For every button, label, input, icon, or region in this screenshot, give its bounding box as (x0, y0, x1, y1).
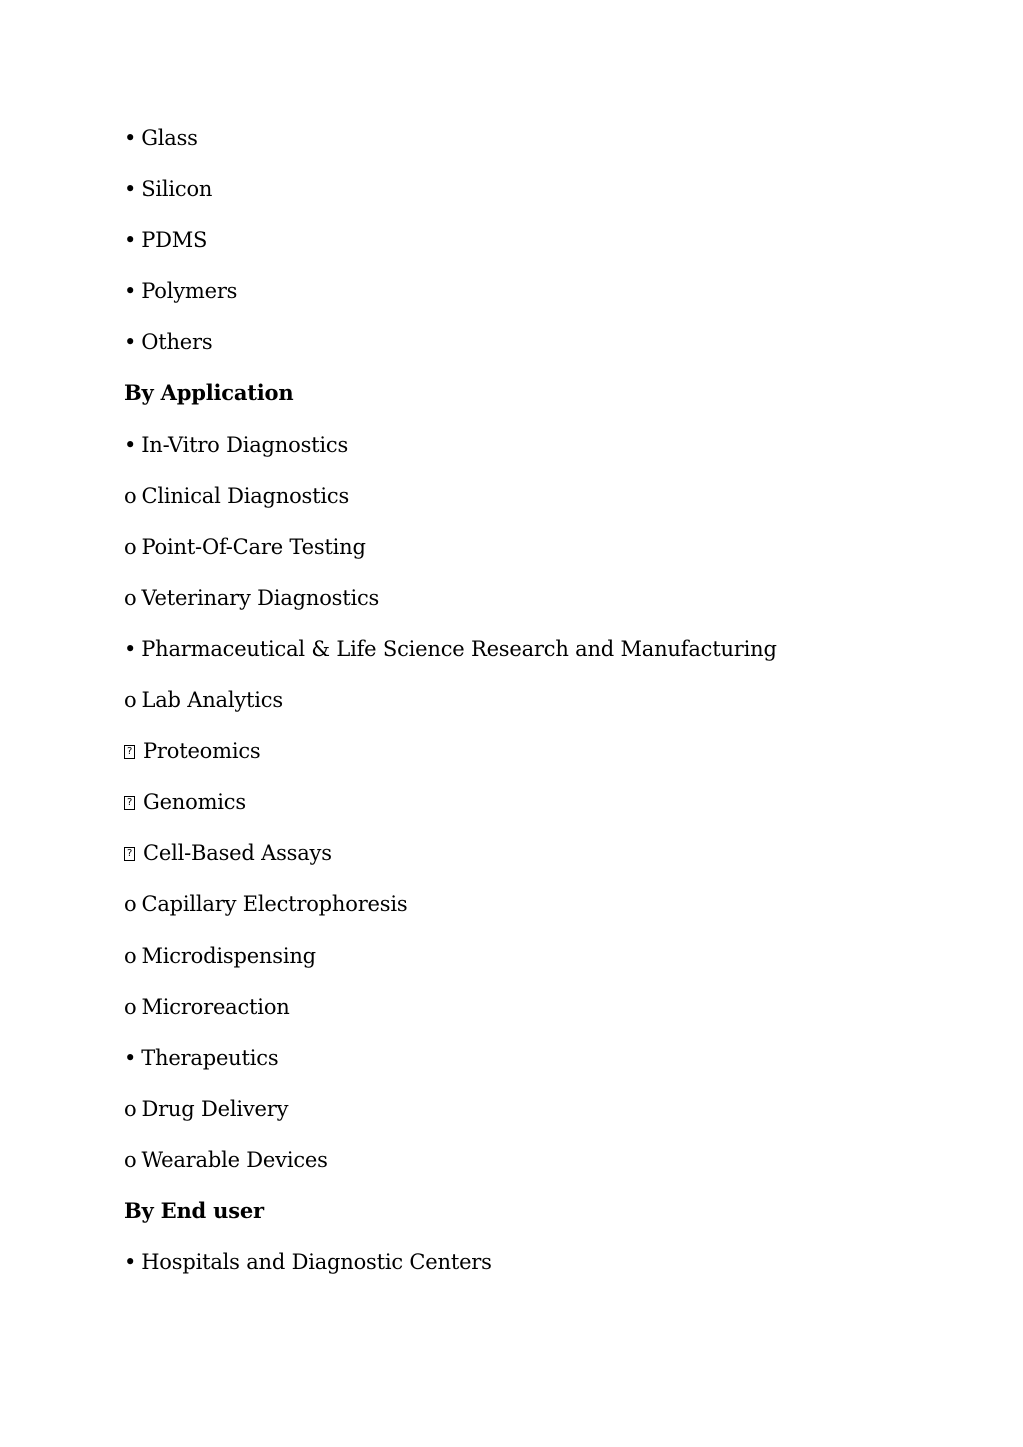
bullet-marker: • (124, 177, 137, 202)
list-item-text: Silicon (141, 177, 213, 202)
section-heading (124, 1195, 984, 1246)
sub-list-item (124, 684, 984, 735)
bullet-marker: • (124, 1250, 137, 1275)
list-item (124, 1042, 984, 1093)
list-item-text: Microdispensing (141, 943, 316, 968)
list-item-text: Cell-Based Assays (143, 841, 332, 866)
sub-list-item (124, 582, 984, 633)
list-item-text: Point-Of-Care Testing (141, 534, 366, 559)
list-item-text: In-Vitro Diagnostics (141, 432, 349, 457)
sub-sub-list-item (124, 735, 984, 786)
list-item (124, 122, 984, 173)
list-item (124, 173, 984, 224)
bullet-marker: • (124, 279, 137, 304)
list-item (124, 326, 984, 377)
sub-list-item (124, 480, 984, 531)
section-heading-text: By Application (124, 380, 294, 406)
list-item-text: Polymers (141, 279, 238, 304)
document-body (124, 122, 984, 1297)
sub-bullet-marker: o (124, 892, 137, 917)
bullet-marker: • (124, 228, 137, 253)
list-item-text: Veterinary Diagnostics (141, 585, 380, 610)
list-item-text: Therapeutics (141, 1045, 279, 1070)
sub-list-item (124, 940, 984, 991)
sub-list-item (124, 888, 984, 939)
list-item-text: Pharmaceutical & Life Science Research and Manufacturing (141, 636, 777, 661)
list-item-text: Lab Analytics (141, 688, 283, 713)
bullet-marker: • (124, 330, 137, 355)
list-item-text: Wearable Devices (141, 1147, 328, 1172)
section-heading-text: By End user (124, 1197, 264, 1223)
list-item-text: Microreaction (141, 994, 290, 1019)
bullet-marker: • (124, 432, 137, 457)
list-item-text: Glass (141, 126, 198, 150)
missing-glyph-icon (124, 796, 135, 810)
missing-glyph-icon (124, 745, 135, 759)
sub-bullet-marker: o (124, 483, 137, 508)
list-item-text: Drug Delivery (141, 1096, 289, 1121)
missing-glyph-icon (124, 847, 135, 861)
list-item-text: Genomics (143, 790, 246, 815)
sub-bullet-marker: o (124, 1147, 137, 1172)
sub-bullet-marker: o (124, 994, 137, 1019)
sub-bullet-marker: o (124, 585, 137, 610)
sub-sub-list-item (124, 786, 984, 837)
list-item (124, 275, 984, 326)
sub-bullet-marker: o (124, 688, 137, 713)
bullet-marker: • (124, 636, 137, 661)
list-item-text: Capillary Electrophoresis (141, 892, 408, 917)
sub-list-item (124, 1093, 984, 1144)
list-item-text: Clinical Diagnostics (141, 483, 350, 508)
list-item-text: Proteomics (143, 739, 261, 764)
sub-list-item (124, 1144, 984, 1195)
sub-bullet-marker: o (124, 943, 137, 968)
sub-bullet-marker: o (124, 1096, 137, 1121)
sub-bullet-marker: o (124, 534, 137, 559)
section-heading (124, 377, 984, 428)
list-item-text: Others (141, 330, 213, 355)
list-item-text: Hospitals and Diagnostic Centers (141, 1250, 492, 1275)
bullet-marker: • (124, 1045, 137, 1070)
sub-list-item (124, 531, 984, 582)
list-item (124, 224, 984, 275)
list-item (124, 633, 984, 684)
list-item-text: PDMS (141, 228, 208, 253)
bullet-marker: • (124, 126, 137, 150)
sub-sub-list-item (124, 837, 984, 888)
list-item (124, 1246, 984, 1297)
sub-list-item (124, 991, 984, 1042)
list-item (124, 429, 984, 480)
